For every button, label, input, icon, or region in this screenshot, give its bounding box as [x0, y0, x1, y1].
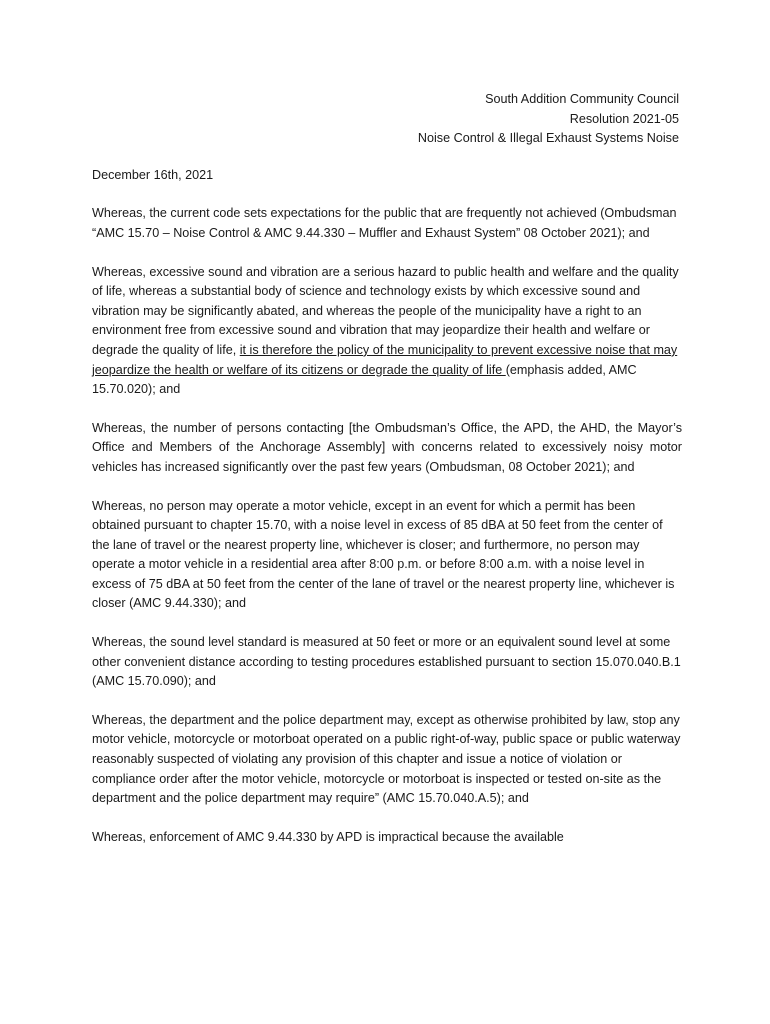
- resolution-subject: Noise Control & Illegal Exhaust Systems Noise: [417, 131, 679, 146]
- whereas-paragraph-5: Whereas, the sound level standard is measured at 50 feet or more or an equivalent sound level at some other convenient distance according to testing procedures established pursuant to section 15.070.040.B.1 (AMC 15.70.090); and: [92, 635, 681, 689]
- council-name: South Addition Community Council: [485, 92, 679, 106]
- whereas-paragraph-6: Whereas, the department and the police department may, except as otherwise prohibited by law, stop any motor vehicle, motorcycle or motorboat operated on a public right-of-way, public space or public waterway reasonably suspected of violating any provision of this chapter and issue a notice of violation or compliance order after the motor vehicle, motorcycle or motorboat is inspected or tested on-site as the department and the police department may require” (AMC 15.70.040.A.5); and: [92, 712, 681, 806]
- paragraph-2-emphasis: it is therefore the policy of the municipality to prevent excessive noise that may jeopardize the health or welfare of its citizens or degrade the quality of life: [92, 342, 678, 377]
- resolution-number: Resolution 2021-05: [569, 111, 679, 126]
- resolution-date: December 16th, 2021: [92, 167, 214, 182]
- whereas-paragraph-4: Whereas, no person may operate a motor vehicle, except in an event for which a permit has been obtained pursuant to chapter 15.70, with a noise level in excess of 85 dBA at 50 feet from the center of the lane of travel or the nearest property line, whichever is closer; and furthermore, no person may operate a motor vehicle in a residential area after 8:00 p.m. or before 8:00 a.m. with a noise level in excess of 75 dBA at 50 feet from the center of the lane of travel or the nearest property line, whichever is closer (AMC 9.44.330); and: [92, 498, 675, 611]
- whereas-paragraph-3: Whereas, the number of persons contacting [the Ombudsman’s Office, the APD, the AHD, the Mayor’s Office and Members of the Anchorage Assembly] with concerns related to excessively noisy motor vehicles has increased significantly over the past few years (Ombudsman, 08 October 2021); and: [92, 420, 682, 474]
- whereas-paragraph-1: Whereas, the current code sets expectations for the public that are frequently not achieved (Ombudsman “AMC 15.70 – Noise Control & AMC 9.44.330 – Muffler and Exhaust System” 08 October 2021); and: [92, 206, 677, 240]
- resolution-header: [92, 90, 679, 149]
- paragraph-2-citation: (emphasis added, AMC 15.70.020); and: [92, 362, 637, 397]
- paragraph-2-text: Whereas, excessive sound and vibration are a serious hazard to public health and welfare and the quality of life, whereas a substantial body of science and technology exists by which excessive sound and vibration may be significantly abated, and whereas the people of the municipality have a right to an environment free from excessive sound and vibration that may jeopardize their health and welfare or degrade the quality of life,: [92, 264, 679, 357]
- whereas-paragraph-2: [92, 263, 682, 400]
- whereas-paragraph-7: Whereas, enforcement of AMC 9.44.330 by APD is impractical because the available: [92, 829, 564, 844]
